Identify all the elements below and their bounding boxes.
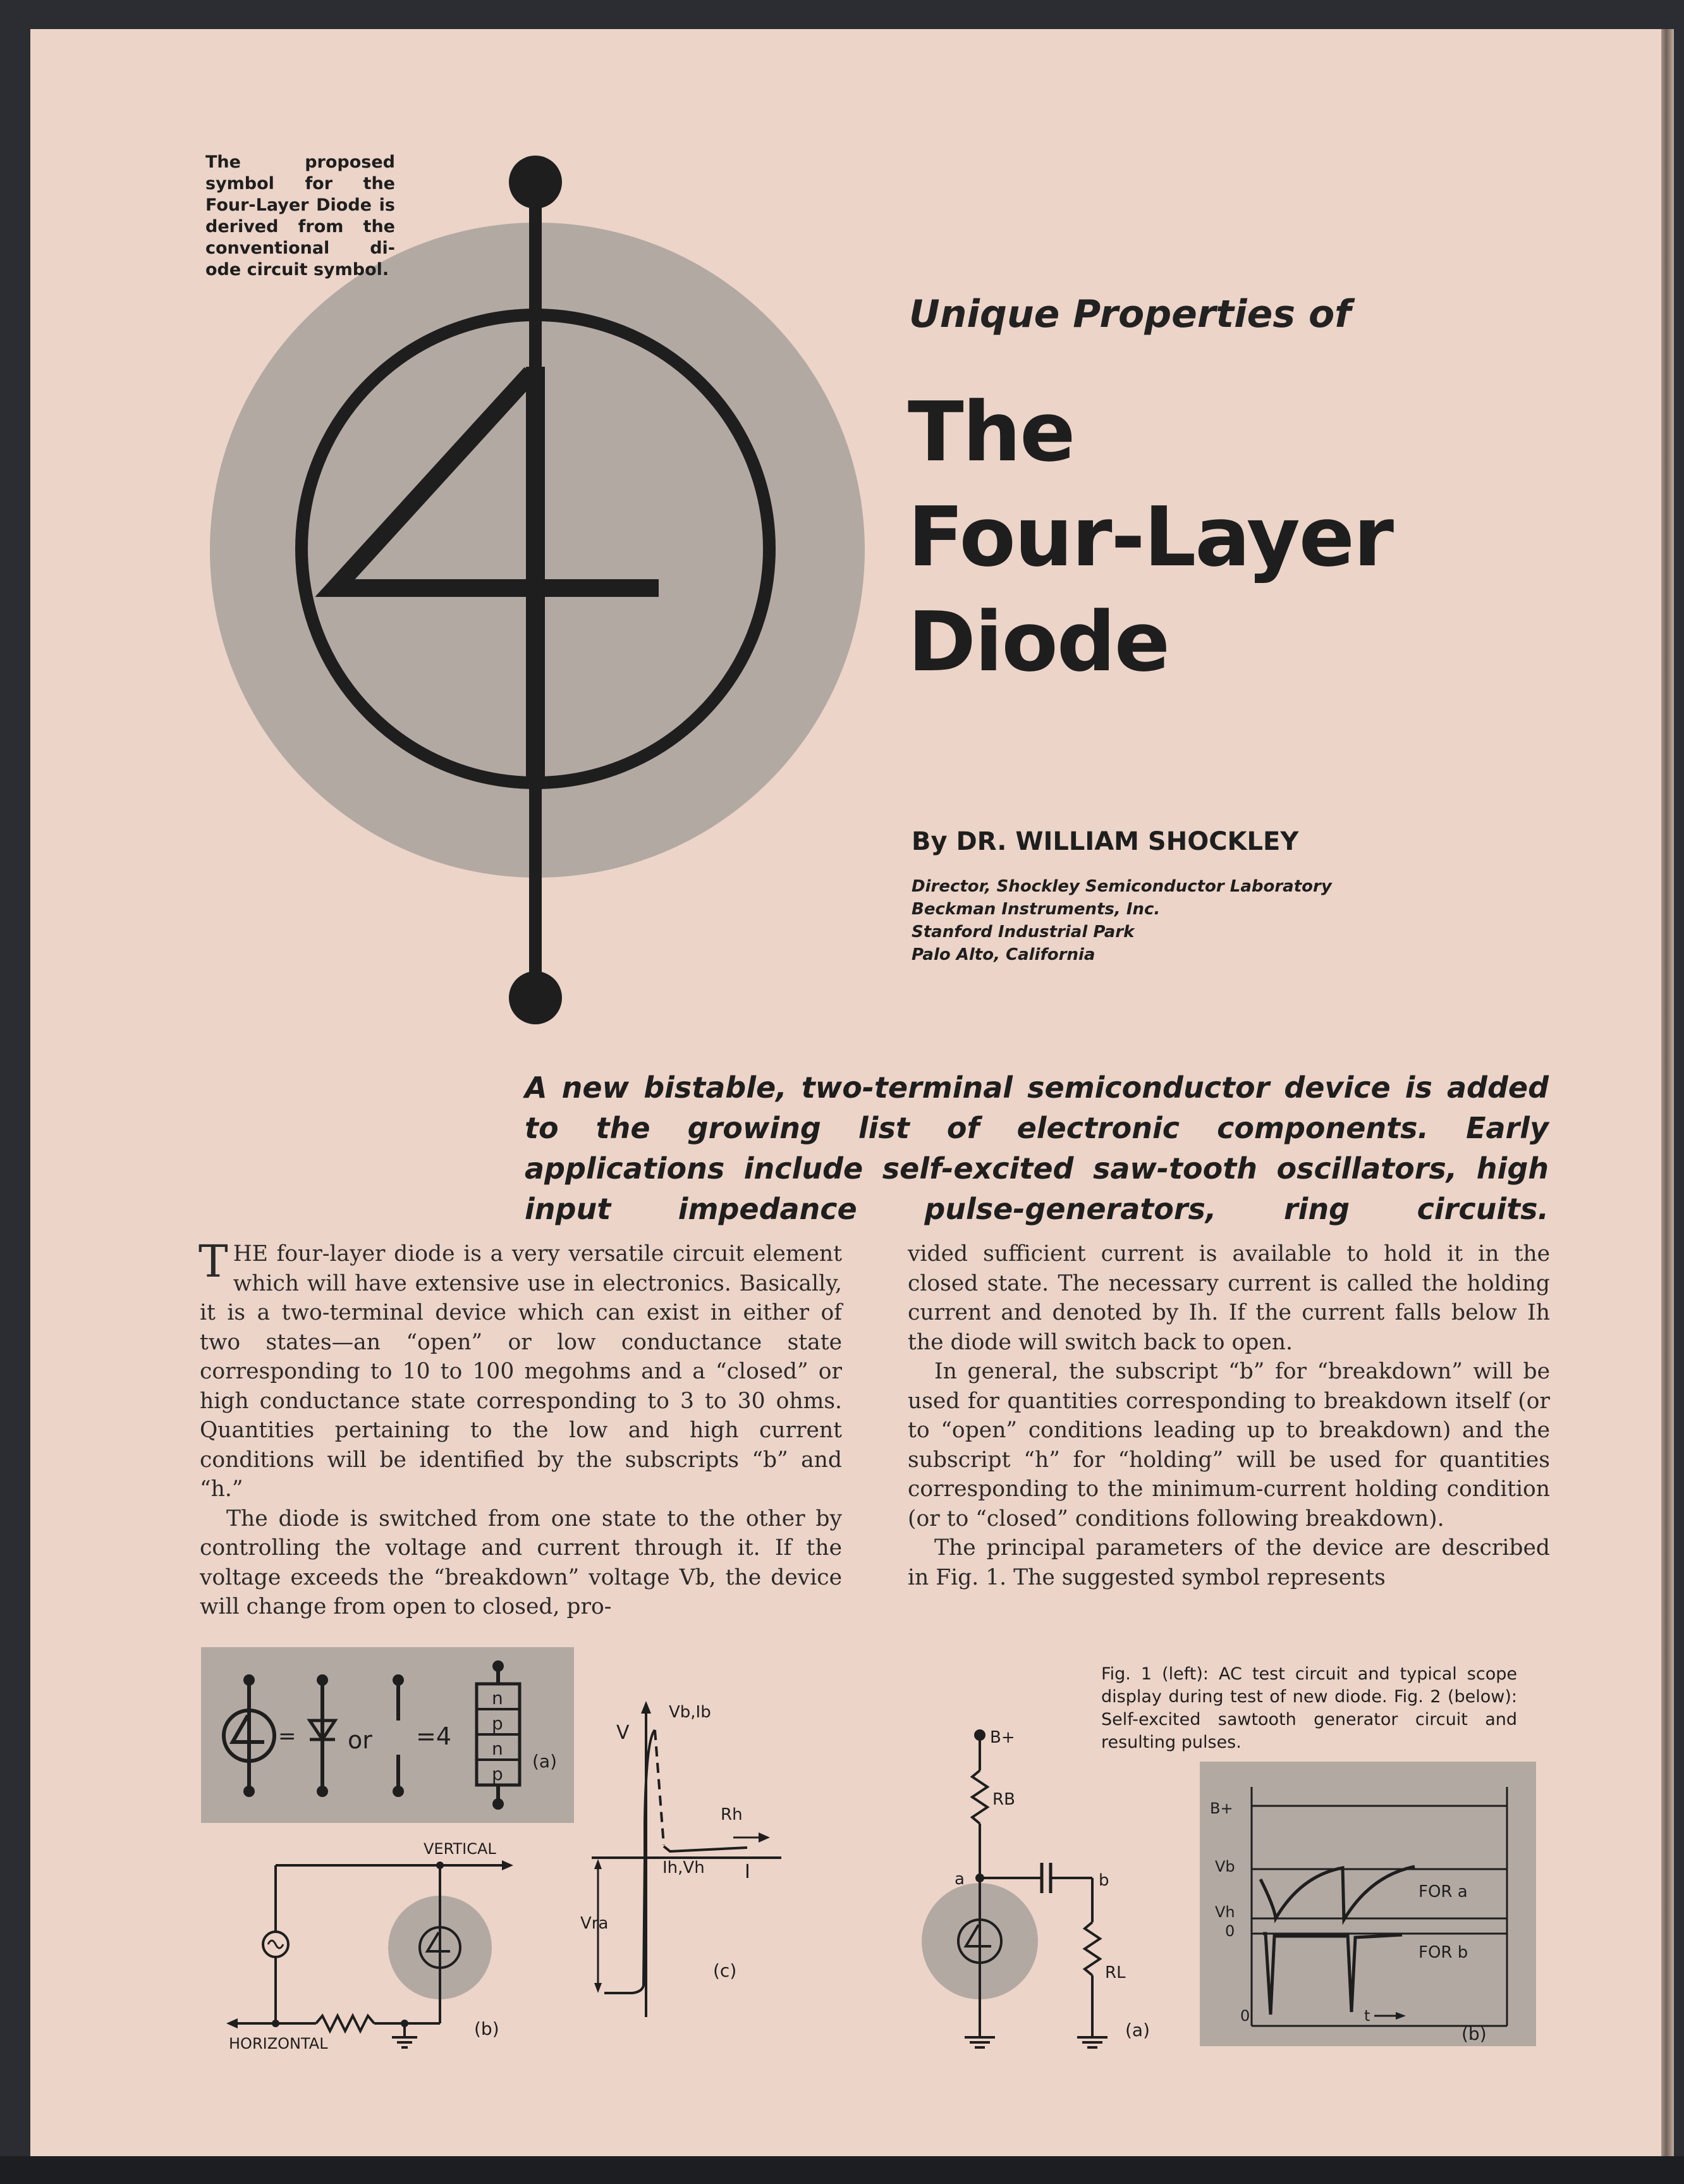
fig1b-label: (b): [474, 2018, 499, 2039]
for-a-label: FOR a: [1419, 1882, 1468, 1901]
layer-n: n: [492, 1738, 503, 1759]
title-line: The: [908, 384, 1075, 480]
author-affiliation: [912, 875, 1332, 966]
body-paragraph: The diode is switched from one state to the other by controlling the voltage and current through it. If the voltage exceeds the “breakdown” voltage Vb, the device will change from open to closed, pro-: [200, 1506, 842, 1619]
fig2b-background: [1200, 1762, 1536, 2046]
kicker: Unique Properties of: [909, 292, 1351, 336]
title-line: Diode: [908, 594, 1169, 690]
vertical-label: VERTICAL: [424, 1840, 496, 1858]
fig1a-equals: =: [278, 1724, 296, 1749]
body-paragraph: In general, the subscript “b” for “breakdown” will be used for quantities corresponding to breakdown itself (or to “open” conditions leading up to breakdown) and the subscript “h” for “holding” will be used for quantities corresponding to the minimum-current holding condition (or to “closed” conditions following breakdown).: [908, 1359, 1550, 1531]
for-b-label: FOR b: [1419, 1943, 1468, 1962]
body-column-2: [908, 1239, 1550, 1592]
symbol-caption: The proposed symbol for the Four-Layer Diode is derived from the conventional di-ode circuit symbol.: [205, 152, 395, 279]
body-paragraph: The principal parameters of the device are described in Fig. 1. The suggested symbol represents: [908, 1535, 1550, 1590]
rb-label: RB: [992, 1790, 1015, 1809]
author-byline: By DR. WILLIAM SHOCKLEY: [912, 827, 1299, 856]
fig2b-bplus-label: B+: [1210, 1800, 1233, 1817]
bplus-label: B+: [990, 1728, 1015, 1747]
fig1c-label: (c): [713, 1960, 737, 1981]
vb-ib-label: Vb,Ib: [669, 1703, 711, 1722]
fig1b-test-circuit: [221, 1834, 575, 2061]
rh-label: Rh: [721, 1805, 743, 1824]
affiliation-line: Director, Shockley Semiconductor Laboratory: [912, 877, 1332, 896]
fig1a-or: or: [348, 1726, 372, 1754]
bottom-terminal-dot: [509, 971, 562, 1024]
layer-p: p: [492, 1764, 503, 1784]
fig1a-equals-four: =4: [416, 1722, 452, 1750]
body-paragraph: vided sufficient current is available to hold it in the closed state. The necessary current is called the holding current and denoted by Ih. If the current falls below Ih the diode will switch back to open.: [908, 1241, 1550, 1355]
fig2b-time-label: t: [1364, 2007, 1370, 2025]
deck-summary: A new bistable, two-terminal semiconductor device is added to the growing list of electronic components. Early applications include self-excited saw-tooth oscillators, high input impedance pulse-generators, ring circuits.: [525, 1071, 1549, 1226]
fig1a-label: (a): [532, 1751, 558, 1772]
drop-cap: T: [198, 1236, 228, 1287]
top-terminal-dot: [509, 156, 562, 209]
fig2b-zero-label: 0: [1225, 1922, 1235, 1940]
layer-n: n: [492, 1688, 503, 1709]
affiliation-line: Stanford Industrial Park: [912, 923, 1135, 942]
fig2a-sawtooth-generator-circuit: [910, 1707, 1176, 2061]
vra-label: Vra: [580, 1914, 609, 1933]
horizontal-label: HORIZONTAL: [229, 2035, 328, 2052]
fig2b-sawtooth-waveforms: [1200, 1762, 1536, 2046]
fig2b-time-zero: 0: [1240, 2007, 1250, 2025]
ih-vh-label: Ih,Vh: [662, 1858, 705, 1877]
page-gutter: [1661, 29, 1674, 2165]
v-axis-label: V: [616, 1722, 630, 1744]
node-b-label: b: [1099, 1871, 1109, 1890]
affiliation-line: Beckman Instruments, Inc.: [912, 900, 1161, 919]
four-layer-diode-symbol-illustration: [202, 152, 872, 1037]
fig2a-label: (a): [1125, 2020, 1150, 2040]
fig2b-label: (b): [1461, 2023, 1487, 2044]
affiliation-line: Palo Alto, California: [912, 945, 1095, 964]
page-title: [908, 379, 1393, 694]
scan-border: [0, 2156, 1684, 2184]
i-axis-label: I: [745, 1861, 750, 1883]
fig2b-vh-label: Vh: [1215, 1903, 1235, 1921]
figure-caption: Fig. 1 (left): AC test circuit and typical scope display during test of new diode. Fig. 2 (below): Self-excited sawtooth generator circuit and resulting pulses.: [1101, 1664, 1517, 1752]
title-line: Four-Layer: [908, 489, 1393, 585]
body-paragraph: [198, 1236, 842, 1504]
body-paragraph-text: HE four-layer diode is a very versatile circuit element which will have extensive use in electronics. Basically, it is a two-terminal device which can exist in either of two states—an “open” or low conductance state corresponding to 10 to 100 megohms and a “closed” or high conductance state corresponding to 3 to 30 ohms. Quantities pertaining to the low and high current conditions will be identified by the subscripts “b” and “h.”: [200, 1241, 842, 1502]
node-a-label: a: [955, 1870, 965, 1889]
rl-label: RL: [1105, 1963, 1126, 1982]
body-column-1: [198, 1236, 842, 1622]
fig1a-symbol-equivalence: [201, 1647, 574, 1823]
layer-p: p: [492, 1713, 503, 1734]
fig2b-vb-label: Vb: [1215, 1858, 1235, 1875]
fig1c-characteristic-curve: [569, 1688, 790, 2023]
